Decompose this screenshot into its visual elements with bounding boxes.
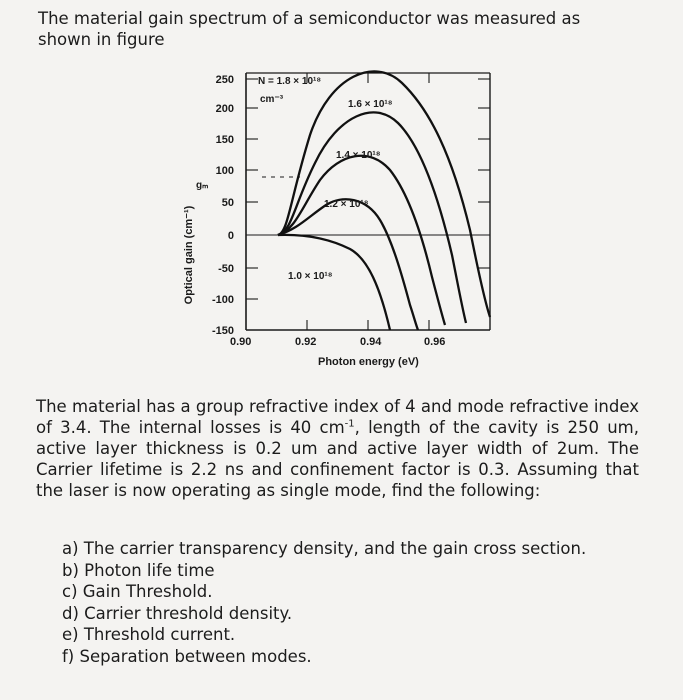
curve-label-n-1-4e18: 1.4 × 10¹⁸: [336, 150, 381, 161]
curve-label-n-1-8e18: N = 1.8 × 10¹⁸: [258, 76, 322, 87]
x-axis-ticks: [307, 320, 429, 330]
question-list: [62, 538, 642, 667]
curve-label-n-1-2e18: 1.2 × 10¹⁸: [324, 199, 369, 210]
question-item: c) Gain Threshold.: [62, 582, 213, 601]
y-tick-label: -100: [211, 294, 234, 306]
x-axis-label: Photon energy (eV): [318, 356, 419, 368]
y-tick-label: 150: [215, 134, 234, 146]
unit-superscript: -1: [344, 418, 355, 430]
y-tick-label: -50: [218, 263, 234, 275]
curve-label-unit: cm⁻³: [260, 94, 284, 105]
y-axis-ticks: [246, 79, 258, 299]
gain-spectrum-figure: [170, 55, 510, 375]
question-item: a) The carrier transparency density, and the gain cross section.: [62, 539, 587, 558]
intro-line-1: The material gain spectrum of a semiconductor was measured as: [38, 9, 581, 28]
question-item: e) Threshold current.: [62, 625, 236, 644]
x-tick-label: 0.90: [230, 336, 252, 348]
y-tick-label: 100: [215, 165, 234, 177]
curve-n-1-4e18: [278, 156, 445, 325]
y-axis-symbol: gₘ: [196, 180, 209, 191]
top-axis-ticks: [307, 73, 429, 83]
x-tick-label: 0.96: [424, 336, 446, 348]
curve-label-n-1-6e18: 1.6 × 10¹⁸: [348, 99, 393, 110]
problem-statement: [36, 396, 639, 501]
y-axis-label: Optical gain (cm⁻¹): [183, 205, 195, 305]
y-tick-label: 250: [215, 74, 234, 86]
y-tick-label: 50: [221, 197, 234, 209]
question-item: f) Separation between modes.: [62, 646, 312, 666]
x-tick-label: 0.94: [360, 336, 382, 348]
curve-label-n-1-0e18: 1.0 × 10¹⁸: [288, 271, 333, 282]
intro-line-2: shown in figure: [38, 30, 165, 49]
question-item: b) Photon life time: [62, 560, 215, 580]
statement-part-2: , length of the cavity is 250 um, active layer thickness is 0.2 um and active layer width of 2um. The Carrier lifetime is 2.2 ns and confinement factor is 0.3. Assuming that the laser is now operating as single mode, find the following:: [36, 418, 639, 500]
curve-n-1-2e18: [278, 199, 418, 330]
y-tick-label: 0: [227, 230, 234, 242]
gain-curves: [278, 71, 490, 330]
y-tick-label: -150: [211, 325, 234, 337]
right-axis-ticks: [478, 79, 490, 268]
statement-part-1: The material has a group refractive index of 4 and mode refractive index of 3.4. The internal losses is 40 cm: [36, 397, 639, 437]
x-tick-label: 0.92: [295, 336, 317, 348]
problem-intro: [38, 8, 638, 50]
y-tick-label: 200: [215, 103, 234, 115]
gain-spectrum-plot: [170, 55, 510, 375]
curve-n-1-0e18: [278, 235, 390, 330]
question-item: d) Carrier threshold density.: [62, 603, 293, 623]
